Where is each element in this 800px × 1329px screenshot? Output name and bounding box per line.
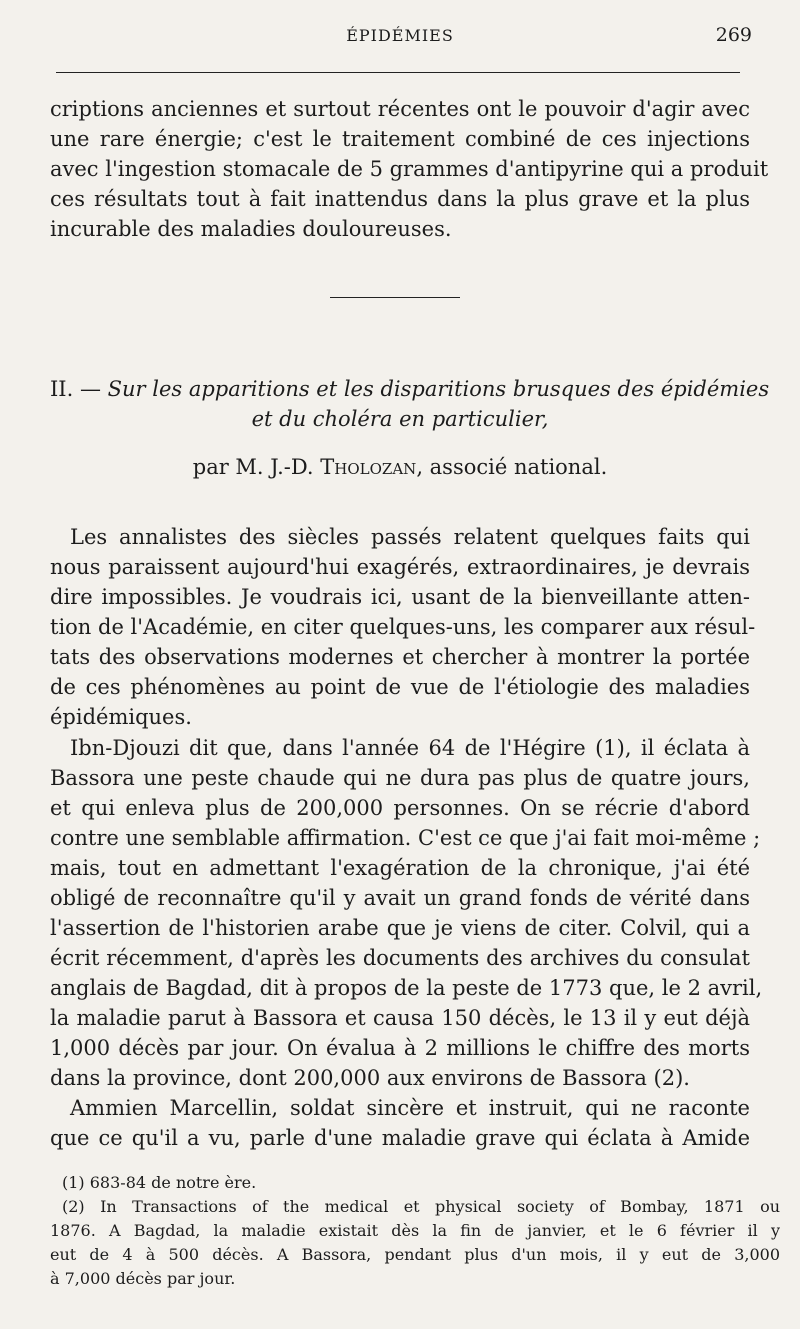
article-title-line-2: et du choléra en particulier, bbox=[251, 407, 549, 431]
continuation-line: avec l'ingestion stomacale de 5 grammes d'antipyrine qui a produit bbox=[50, 157, 769, 181]
body-line: nous paraissent aujourd'hui exagérés, extraordinaires, je devrais bbox=[50, 555, 750, 579]
footnote-2: (2) In Transactions of the medical et physical society of Bombay, 1871 ou bbox=[62, 1197, 780, 1216]
continuation-line: une rare énergie; c'est le traitement combiné de ces injections bbox=[50, 127, 750, 151]
body-line: que ce qu'il a vu, parle d'une maladie grave qui éclata à Amide bbox=[50, 1126, 750, 1150]
article-title-line-1 bbox=[50, 374, 770, 404]
body-line: mais, tout en admettant l'exagération de la chronique, j'ai été bbox=[50, 856, 750, 880]
body-line: Ammien Marcellin, soldat sincère et instruit, qui ne raconte bbox=[70, 1096, 750, 1120]
continuation-line: criptions anciennes et surtout récentes ont le pouvoir d'agir avec bbox=[50, 97, 750, 121]
body-line: tion de l'Académie, en citer quelques-uns, les comparer aux résul- bbox=[50, 615, 756, 639]
body-line: écrit récemment, d'après les documents des archives du consulat bbox=[50, 946, 750, 970]
body-line: l'assertion de l'historien arabe que je viens de citer. Colvil, qui a bbox=[50, 916, 750, 940]
body-line: de ces phénomènes au point de vue de l'étiologie des maladies bbox=[50, 675, 750, 699]
body-line: tats des observations modernes et chercher à montrer la portée bbox=[50, 645, 750, 669]
page-number: 269 bbox=[715, 24, 752, 46]
body-line: la maladie parut à Bassora et causa 150 décès, le 13 il y eut déjà bbox=[50, 1006, 750, 1030]
header-rule bbox=[56, 72, 740, 73]
continuation-line: ces résultats tout à fait inattendus dans la plus grave et la plus bbox=[50, 187, 750, 211]
running-header-title: ÉPIDÉMIES bbox=[346, 26, 454, 45]
body-line: épidémiques. bbox=[50, 705, 192, 729]
article-number: II. — bbox=[50, 377, 108, 401]
body-line: contre une semblable affirmation. C'est ce que j'ai fait moi-même ; bbox=[50, 826, 761, 850]
body-line: et qui enleva plus de 200,000 personnes. On se récrie d'abord bbox=[50, 796, 750, 820]
footnote-2-cont: eut de 4 à 500 décès. A Bassora, pendant plus d'un mois, il y eut de 3,000 bbox=[50, 1245, 780, 1264]
article-title-text: Sur les apparitions et les disparitions brusques des épidémies bbox=[107, 377, 770, 401]
footnote-2-cont: à 7,000 décès par jour. bbox=[50, 1269, 236, 1288]
body-line: Ibn-Djouzi dit que, dans l'année 64 de l'Hégire (1), il éclata à bbox=[70, 736, 750, 760]
section-divider bbox=[330, 297, 460, 298]
body-line: dire impossibles. Je voudrais ici, usant de la bienveillante atten- bbox=[50, 585, 750, 609]
body-line: anglais de Bagdad, dit à propos de la peste de 1773 que, le 2 avril, bbox=[50, 976, 763, 1000]
body-line: Bassora une peste chaude qui ne dura pas plus de quatre jours, bbox=[50, 766, 750, 790]
article-byline: par M. J.-D. Tholozan, associé national. bbox=[192, 455, 608, 479]
body-line: dans la province, dont 200,000 aux environs de Bassora (2). bbox=[50, 1066, 690, 1090]
body-line: 1,000 décès par jour. On évalua à 2 millions le chiffre des morts bbox=[50, 1036, 750, 1060]
continuation-line: incurable des maladies douloureuses. bbox=[50, 217, 452, 241]
footnote-2-cont: 1876. A Bagdad, la maladie existait dès la fin de janvier, et le 6 février il y bbox=[50, 1221, 780, 1240]
author-name: Tholozan bbox=[320, 455, 417, 479]
body-line: obligé de reconnaître qu'il y avait un grand fonds de vérité dans bbox=[50, 886, 750, 910]
footnote-1: (1) 683-84 de notre ère. bbox=[62, 1173, 257, 1192]
body-line: Les annalistes des siècles passés relatent quelques faits qui bbox=[70, 525, 750, 549]
